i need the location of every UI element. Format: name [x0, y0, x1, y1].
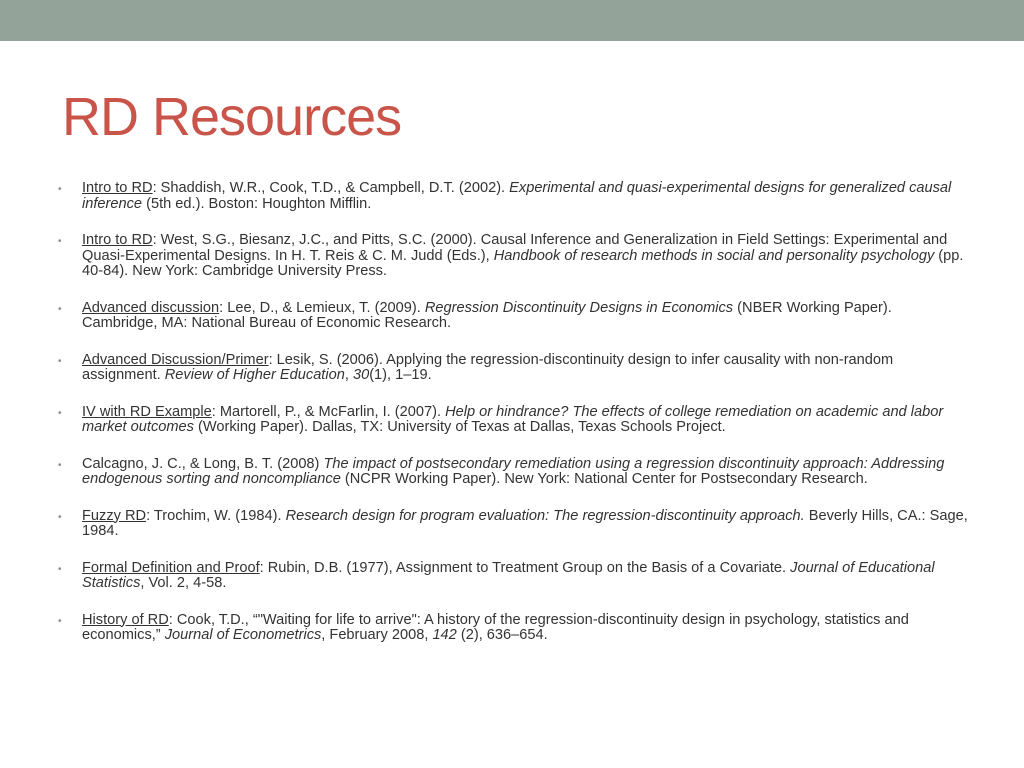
reference-link[interactable]: Advanced Discussion/Primer: [82, 351, 269, 368]
reference-text: Beverly Hills, CA.: Sage, 1984.: [82, 507, 968, 539]
reference-text: (Working Paper). Dallas, TX: University of Texas at Dallas, Texas Schools Project.: [193, 419, 726, 435]
reference-title: Regression Discontinuity Designs in Economics: [424, 299, 734, 316]
reference-text: (NCPR Working Paper). New York: National Center for Postsecondary Research.: [340, 471, 868, 487]
bullet-icon: •: [58, 459, 62, 471]
reference-title: Experimental and quasi-experimental designs for generalized causal inference: [82, 180, 952, 212]
reference-list: [58, 181, 968, 665]
reference-text: : Rubin, D.B. (1977), Assignment to Treatment Group on the Basis of a Covariate.: [259, 559, 791, 576]
reference-link[interactable]: Intro to RD: [82, 232, 153, 248]
reference-title: Research design for program evaluation: The regression-discontinuity approach.: [285, 507, 805, 524]
reference-text: : Trochim, W. (1984).: [146, 507, 286, 524]
reference-item: [58, 405, 968, 436]
reference-title: The impact of postsecondary remediation using a regression discontinuity approach: Addressing endogenous sorting and noncompliance: [82, 455, 945, 487]
reference-text: Calcagno, J. C., & Long, B. T. (2008): [82, 455, 324, 472]
slide-title: RD Resources: [62, 87, 402, 147]
bullet-icon: •: [58, 563, 62, 575]
bullet-icon: •: [58, 236, 62, 247]
reference-link[interactable]: IV with RD Example: [82, 403, 212, 420]
bullet-icon: •: [58, 615, 62, 627]
reference-link[interactable]: Advanced discussion: [82, 299, 220, 316]
reference-text: (NBER Working Paper). Cambridge, MA: National Bureau of Economic Research.: [82, 299, 892, 331]
reference-volume: 30: [352, 367, 370, 383]
reference-text: : Shaddish, W.R., Cook, T.D., & Campbell, D.T. (2002).: [152, 180, 510, 196]
reference-volume: 142: [432, 627, 457, 643]
reference-text: : Lesik, S. (2006). Applying the regression-discontinuity design to infer causality with non-random assignment.: [82, 351, 894, 383]
reference-text: : Martorell, P., & McFarlin, I. (2007).: [211, 403, 446, 420]
bullet-icon: •: [58, 303, 62, 315]
reference-item: [58, 233, 968, 280]
reference-title: Help or hindrance? The effects of college remediation on academic and labor market outcomes: [82, 403, 944, 435]
reference-text: : Lee, D., & Lemieux, T. (2009).: [219, 299, 425, 316]
bullet-icon: •: [58, 355, 62, 367]
reference-item: [58, 509, 968, 540]
reference-link[interactable]: Formal Definition and Proof: [82, 559, 260, 576]
reference-item: [58, 561, 968, 592]
reference-text: : Cook, T.D., “"Waiting for life to arrive": A history of the regression-discontinuity design in psychology, statistics and economics,”: [82, 611, 909, 643]
reference-item: [58, 353, 968, 384]
reference-text: : West, S.G., Biesanz, J.C., and Pitts, S.C. (2000). Causal Inference and Generalization in Field Settings: Experimental and Quasi-Experimental Designs. In H. T. Reis & C. M. Judd (Eds.),: [82, 232, 948, 264]
bullet-icon: •: [58, 407, 62, 419]
reference-item: [58, 181, 968, 212]
reference-text: (2), 636–654.: [456, 627, 548, 643]
reference-text: , February 2008,: [321, 627, 433, 643]
reference-link[interactable]: Fuzzy RD: [82, 507, 147, 524]
reference-title: Journal of Econometrics: [164, 627, 322, 643]
reference-title: Review of Higher Education: [164, 367, 345, 383]
reference-item: [58, 457, 968, 488]
reference-text: , Vol. 2, 4-58.: [140, 575, 227, 591]
bullet-icon: •: [58, 511, 62, 523]
reference-title: Journal of Educational Statistics: [82, 559, 935, 591]
reference-link[interactable]: Intro to RD: [82, 180, 153, 196]
reference-link[interactable]: History of RD: [82, 611, 169, 628]
reference-item: [58, 301, 968, 332]
reference-text: (pp. 40-84). New York: Cambridge University Press.: [82, 247, 964, 279]
header-bar: [0, 0, 1024, 41]
reference-text: (5th ed.). Boston: Houghton Mifflin.: [142, 195, 372, 212]
reference-text: ,: [344, 367, 353, 383]
reference-text: (1), 1–19.: [369, 367, 432, 383]
reference-title: Handbook of research methods in social and personality psychology: [493, 247, 935, 264]
bullet-icon: •: [58, 184, 62, 195]
reference-item: [58, 613, 968, 644]
